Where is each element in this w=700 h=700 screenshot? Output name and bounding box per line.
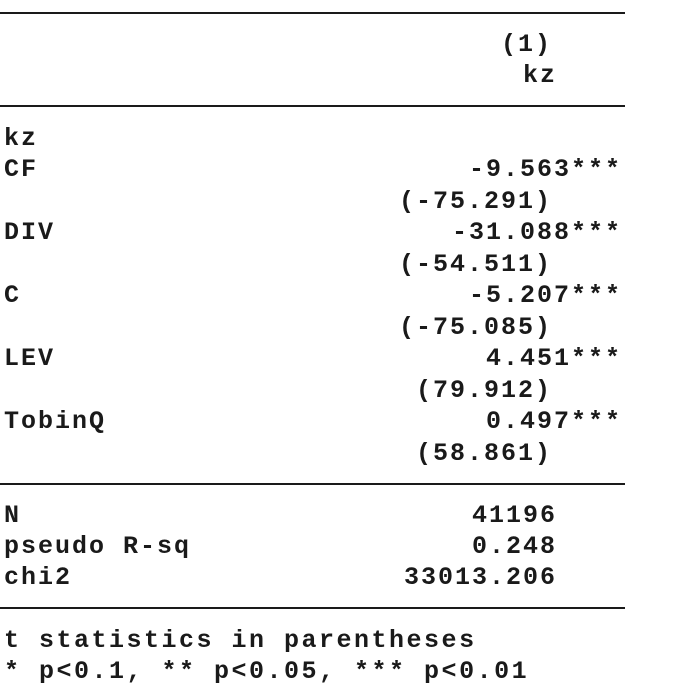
row-label-tobinq: TobinQ (4, 407, 107, 436)
summary-value-chi2: 33013.206 (403, 563, 557, 592)
body-rule (0, 483, 625, 485)
tstat-tobinq: (58.861) (415, 439, 552, 468)
header-rule (0, 105, 625, 107)
summary-label-n: N (4, 501, 22, 530)
section-label: kz (4, 124, 39, 153)
model-number-header: (1) (500, 30, 552, 59)
tstat-cf: (-75.291) (398, 187, 552, 216)
top-rule (0, 12, 625, 14)
row-label-c: C (4, 281, 22, 310)
coef-c: -5.207*** (468, 281, 622, 310)
note-significance: * p<0.1, ** p<0.05, *** p<0.01 (4, 657, 530, 686)
note-tstat: t statistics in parentheses (4, 626, 477, 655)
row-label-cf: CF (4, 155, 39, 184)
summary-value-r2: 0.248 (471, 532, 557, 561)
coef-lev: 4.451*** (485, 344, 622, 373)
tstat-lev: (79.912) (415, 376, 552, 405)
tstat-div: (-54.511) (398, 250, 552, 279)
summary-label-r2: pseudo R-sq (4, 532, 192, 561)
dependent-var-header: kz (522, 61, 557, 90)
summary-value-n: 41196 (471, 501, 557, 530)
row-label-div: DIV (4, 218, 56, 247)
bottom-rule (0, 607, 625, 609)
coef-cf: -9.563*** (468, 155, 622, 184)
coef-tobinq: 0.497*** (485, 407, 622, 436)
coef-div: -31.088*** (451, 218, 622, 247)
summary-label-chi2: chi2 (4, 563, 73, 592)
tstat-c: (-75.085) (398, 313, 552, 342)
row-label-lev: LEV (4, 344, 56, 373)
